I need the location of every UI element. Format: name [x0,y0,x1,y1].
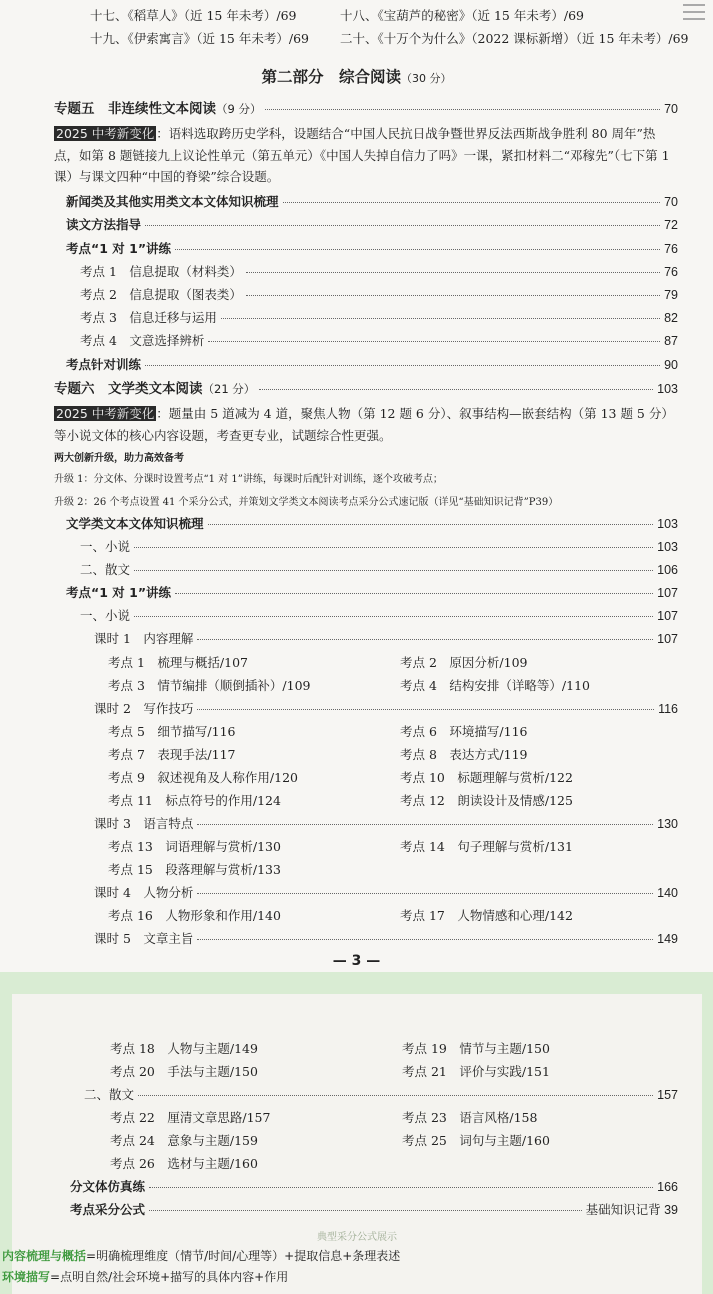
page-4 [2,994,702,1294]
toc-entry[interactable]: 课时 1 内容理解 107 [94,631,678,646]
toc-entry[interactable]: 读文方法指导 72 [66,217,678,232]
kaodian-item[interactable]: 考点 23 语言风格/158 [402,1110,538,1125]
kaodian-item[interactable]: 考点 8 表达方式/119 [400,747,528,762]
part-title: 第二部分 综合阅读（30 分） [261,68,452,86]
toc-book-17: 十七、《稻草人》（近 15 年未考）/69 [90,8,297,23]
toc-entry[interactable]: 考点 4 文意选择辨析 87 [80,333,678,348]
toc-entry[interactable]: 新闻类及其他实用类文本文体知识梳理 70 [66,194,678,209]
toc-topic-5[interactable]: 专题五 非连续性文本阅读（9 分） 70 [54,101,678,117]
toc-entry[interactable]: 二、散文 157 [84,1087,678,1102]
kaodian-item[interactable]: 考点 26 选材与主题/160 [110,1156,258,1171]
kaodian-item[interactable]: 考点 5 细节描写/116 [108,724,236,739]
toc-entry[interactable]: 考点采分公式 基础知识记背 39 [70,1202,678,1217]
part-score: （30 分） [401,72,452,85]
kaodian-item[interactable]: 考点 3 情节编排（顺倒插补）/109 [108,678,311,693]
kaodian-item[interactable]: 考点 13 词语理解与赏析/130 [108,839,281,854]
kaodian-item[interactable]: 考点 25 词句与主题/160 [402,1133,550,1148]
kaodian-item[interactable]: 考点 18 人物与主题/149 [110,1041,258,1056]
kaodian-item[interactable]: 考点 17 人物情感和心理/142 [400,908,573,923]
topic5-change-note: 2025 中考新变化 ：语料选取跨历史学科，设题结合“中国人民抗日战争暨世界反法西斯战争胜利 80 周年”热点，如第 8 题链接九上议论性单元（第五单元）《中国人失掉自信力了吗》一课，紧扣材料二“邓稼先”（七下第 1 课）与课文四种“中国的脊梁”综合设题。 [54,126,670,184]
kaodian-item[interactable]: 考点 15 段落理解与赏析/133 [108,862,281,877]
toc-entry[interactable]: 考点 2 信息提取（图表类） 79 [80,287,678,302]
toc-entry[interactable]: 课时 5 文章主旨 149 [94,931,678,946]
toc-entry[interactable]: 一、小说 103 [80,539,678,554]
menu-icon[interactable] [683,4,705,20]
kaodian-item[interactable]: 考点 6 环境描写/116 [400,724,528,739]
kaodian-item[interactable]: 考点 4 结构安排（详略等）/110 [400,678,590,693]
kaodian-item[interactable]: 考点 11 标点符号的作用/124 [108,793,281,808]
kaodian-item[interactable]: 考点 24 意象与主题/159 [110,1133,258,1148]
upgrade-2: 升级 2：26 个考点设置 41 个采分公式，并策划文学类文本阅读考点采分公式速记版（详见“基础知识记背”P39） [54,497,559,508]
kaodian-item[interactable]: 考点 16 人物形象和作用/140 [108,908,281,923]
kaodian-item[interactable]: 考点 1 梳理与概括/107 [108,655,248,670]
kaodian-item[interactable]: 考点 19 情节与主题/150 [402,1041,550,1056]
formula-line: 内容梳理与概括=明确梳理维度（情节/时间/心理等）+提取信息+条理表述 [2,1249,401,1263]
toc-entry[interactable]: 考点“1 对 1”讲练 107 [66,585,678,600]
kaodian-item[interactable]: 考点 14 句子理解与赏析/131 [400,839,573,854]
topic6-change-note: 2025 中考新变化 ：题量由 5 道减为 4 道，聚焦人物（第 12 题 6 分）、叙事结构—嵌套结构（第 13 题 5 分）等小说文体的核心内容设题，考查更专业，试题综合性更强。 [54,406,674,443]
kaodian-item[interactable]: 考点 12 朗读设计及情感/125 [400,793,573,808]
toc-entry[interactable]: 考点“1 对 1”讲练 76 [66,241,678,256]
toc-entry[interactable]: 课时 3 语言特点 130 [94,816,678,831]
formula-band-title: 典型采分公式展示 [317,1232,397,1243]
toc-entry[interactable]: 考点 3 信息迁移与运用 82 [80,310,678,325]
kaodian-item[interactable]: 考点 2 原因分析/109 [400,655,528,670]
kaodian-item[interactable]: 考点 22 厘清文章思路/157 [110,1110,271,1125]
kaodian-item[interactable]: 考点 9 叙述视角及人称作用/120 [108,770,298,785]
toc-entry[interactable]: 二、散文 106 [80,562,678,577]
toc-entry[interactable]: 考点 1 信息提取（材料类） 76 [80,264,678,279]
toc-entry[interactable]: 分文体仿真练 166 [70,1179,678,1194]
toc-entry[interactable]: 课时 2 写作技巧 116 [94,701,678,716]
toc-book-20: 二十、《十万个为什么》（2022 课标新增）（近 15 年未考）/69 [340,31,689,46]
toc-book-18: 十八、《宝葫芦的秘密》（近 15 年未考）/69 [340,8,584,23]
upgrade-title: 两大创新升级，助力高效备考 [54,453,184,464]
kaodian-item[interactable]: 考点 21 评价与实践/151 [402,1064,550,1079]
toc-entry[interactable]: 考点针对训练 90 [66,357,678,372]
new-change-tag: 2025 中考新变化 [56,406,155,421]
kaodian-item[interactable]: 考点 7 表现手法/117 [108,747,236,762]
page-number: — 3 — [332,953,381,969]
formula-line: 环境描写=点明自然/社会环境+描写的具体内容+作用 [2,1270,289,1284]
new-change-tag: 2025 中考新变化 [56,126,155,141]
toc-entry[interactable]: 文学类文本文体知识梳理 103 [66,516,678,531]
kaodian-item[interactable]: 考点 20 手法与主题/150 [110,1064,258,1079]
kaodian-item[interactable]: 考点 10 标题理解与赏析/122 [400,770,573,785]
toc-topic-6[interactable]: 专题六 文学类文本阅读（21 分） 103 [54,381,678,397]
toc-entry[interactable]: 课时 4 人物分析 140 [94,885,678,900]
upgrade-1: 升级 1：分文体、分课时设置考点“1 对 1”讲练，每课时后配针对训练，逐个攻破考点； [54,474,443,485]
toc-book-19: 十九、《伊索寓言》（近 15 年未考）/69 [90,31,309,46]
toc-entry[interactable]: 一、小说 107 [80,608,678,623]
